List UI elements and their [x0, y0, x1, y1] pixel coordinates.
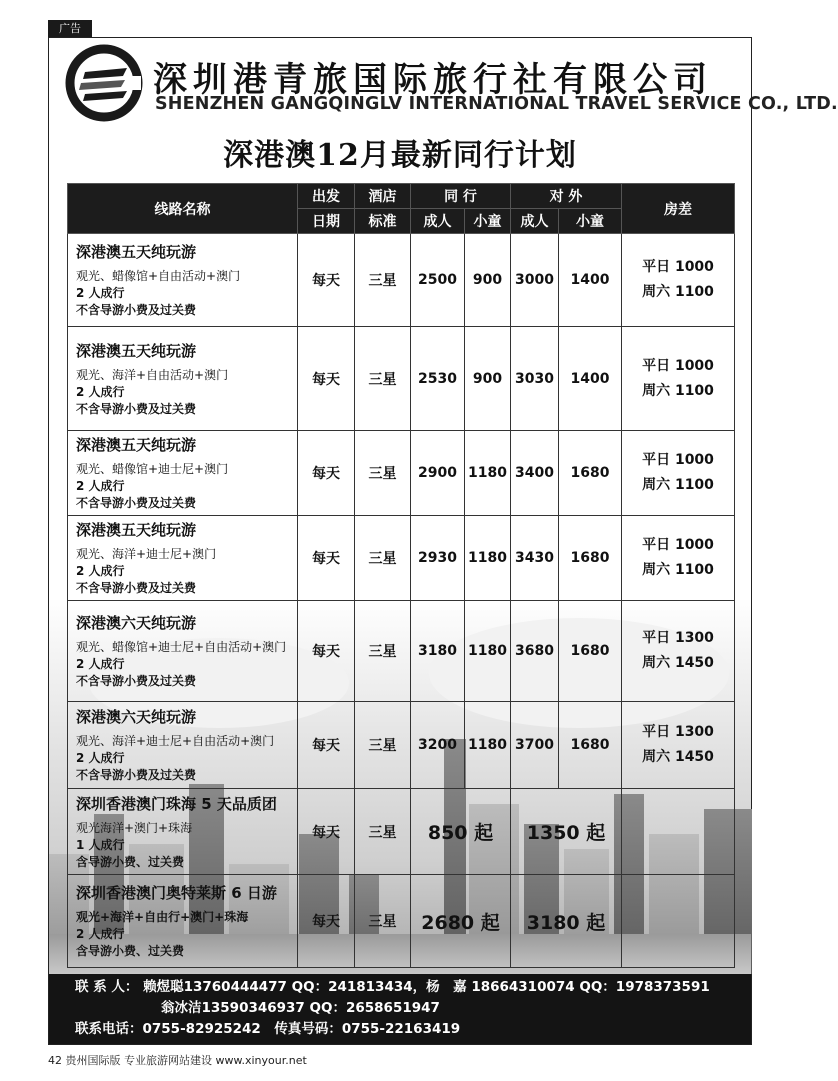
- depart-cell: 每天: [298, 789, 355, 875]
- table-row: [68, 516, 735, 601]
- peer-child-price: 1180: [465, 702, 511, 789]
- depart-cell: 每天: [298, 234, 355, 327]
- weekday-diff: 平日 1000: [642, 259, 714, 275]
- route-name: 深港澳六天纯玩游: [76, 614, 197, 632]
- public-child-price: 1680: [559, 601, 622, 702]
- header-hotel-standard: 标准: [355, 209, 411, 234]
- public-adult-price: 3000: [511, 234, 559, 327]
- table-row: [68, 234, 735, 327]
- weekday-diff: 平日 1300: [642, 724, 714, 740]
- room-diff-cell: [622, 601, 735, 702]
- plan-table: [67, 183, 735, 968]
- header-peer-child: 小童: [465, 209, 511, 234]
- ad-frame: [48, 37, 838, 1045]
- route-cell: [68, 234, 298, 327]
- peer-child-price: 900: [465, 234, 511, 327]
- route-desc: 观光、海洋+迪士尼+自由活动+澳门: [76, 734, 275, 748]
- saturday-diff: 周六 1100: [642, 562, 714, 578]
- peer-price: 2680 起: [411, 875, 511, 968]
- peer-child-price: 900: [465, 327, 511, 431]
- table-row: [68, 702, 735, 789]
- route-note: 不含导游小费及过关费: [76, 581, 197, 595]
- route-cell: [68, 702, 298, 789]
- header-public-adult: 成人: [511, 209, 559, 234]
- weekday-diff: 平日 1000: [642, 452, 714, 468]
- route-desc: 观光、蜡像馆+迪士尼+自由活动+澳门: [76, 640, 287, 654]
- hotel-cell: 三星: [355, 327, 411, 431]
- header-peer-adult: 成人: [411, 209, 465, 234]
- public-adult-price: 3430: [511, 516, 559, 601]
- route-note: 含导游小费、过关费: [76, 944, 185, 958]
- route-desc: 观光、海洋+迪士尼+澳门: [76, 547, 217, 561]
- peer-adult-price: 2930: [411, 516, 465, 601]
- company-chinese-name: 深圳港青旅国际旅行社有限公司: [153, 60, 713, 100]
- route-group-size: 2 人成行: [76, 286, 125, 300]
- route-group-size: 2 人成行: [76, 751, 125, 765]
- depart-cell: 每天: [298, 601, 355, 702]
- peer-adult-price: 3180: [411, 601, 465, 702]
- route-name: 深圳香港澳门珠海 5 天品质团: [76, 794, 277, 813]
- peer-adult-price: 3200: [411, 702, 465, 789]
- room-diff-cell: [622, 431, 735, 516]
- route-group-size: 2 人成行: [76, 479, 125, 493]
- route-cell: [68, 875, 298, 968]
- depart-cell: 每天: [298, 327, 355, 431]
- header-hotel: 酒店: [355, 184, 411, 209]
- header-public-child: 小童: [559, 209, 622, 234]
- room-diff-cell: [622, 789, 735, 875]
- route-group-size: 1 人成行: [76, 837, 125, 852]
- contact-line-3: 联系电话：0755-82925242 传真号码：0755-22163419: [75, 1021, 461, 1037]
- depart-cell: 每天: [298, 431, 355, 516]
- peer-adult-price: 2900: [411, 431, 465, 516]
- route-desc: 观光海洋+澳门+珠海: [76, 820, 193, 835]
- route-cell: [68, 516, 298, 601]
- public-price: 3180 起: [511, 875, 622, 968]
- hotel-cell: 三星: [355, 702, 411, 789]
- weekday-diff: 平日 1300: [642, 630, 714, 646]
- public-child-price: 1680: [559, 431, 622, 516]
- plan-title: 深港澳12月最新同行计划: [223, 138, 577, 173]
- depart-cell: 每天: [298, 516, 355, 601]
- room-diff-cell: [622, 516, 735, 601]
- hotel-cell: 三星: [355, 234, 411, 327]
- hotel-cell: 三星: [355, 789, 411, 875]
- room-diff-cell: [622, 234, 735, 327]
- route-note: 不含导游小费及过关费: [76, 401, 197, 416]
- header-depart: 出发: [298, 184, 355, 209]
- peer-child-price: 1180: [465, 601, 511, 702]
- public-price: 1350 起: [511, 789, 622, 875]
- table-row: [68, 875, 735, 968]
- public-child-price: 1680: [559, 516, 622, 601]
- route-note: 不含导游小费及过关费: [76, 303, 197, 317]
- saturday-diff: 周六 1450: [642, 749, 714, 765]
- room-diff-cell: [622, 327, 735, 431]
- hotel-cell: 三星: [355, 601, 411, 702]
- public-child-price: 1400: [559, 327, 622, 431]
- route-name: 深港澳六天纯玩游: [76, 708, 197, 726]
- route-desc: 观光、蜡像馆+自由活动+澳门: [76, 269, 241, 283]
- route-note: 含导游小费、过关费: [76, 854, 185, 869]
- saturday-diff: 周六 1100: [642, 284, 714, 300]
- room-diff-cell: [622, 702, 735, 789]
- header-peer: 同 行: [411, 184, 511, 209]
- room-diff-cell: [622, 875, 735, 968]
- route-cell: [68, 327, 298, 431]
- public-adult-price: 3700: [511, 702, 559, 789]
- hotel-cell: 三星: [355, 431, 411, 516]
- route-group-size: 2 人成行: [76, 927, 125, 941]
- route-name: 深港澳五天纯玩游: [76, 521, 197, 539]
- table-row: [68, 327, 735, 431]
- route-cell: [68, 789, 298, 875]
- peer-adult-price: 2530: [411, 327, 465, 431]
- route-desc: 观光、海洋+自由活动+澳门: [76, 367, 229, 382]
- public-adult-price: 3680: [511, 601, 559, 702]
- header-room-diff: 房差: [622, 184, 735, 234]
- table-row: [68, 789, 735, 875]
- route-cell: [68, 601, 298, 702]
- depart-cell: 每天: [298, 875, 355, 968]
- route-note: 不含导游小费及过关费: [76, 674, 197, 688]
- depart-cell: 每天: [298, 702, 355, 789]
- route-group-size: 2 人成行: [76, 384, 125, 399]
- peer-adult-price: 2500: [411, 234, 465, 327]
- table-row: [68, 431, 735, 516]
- page-footer: 42 贵州国际版 专业旅游网站建设 www.xinyour.net: [48, 1054, 307, 1067]
- saturday-diff: 周六 1100: [642, 477, 714, 493]
- route-name: 深圳香港澳门奥特莱斯 6 日游: [76, 884, 277, 902]
- peer-child-price: 1180: [465, 431, 511, 516]
- company-english-name: SHENZHEN GANGQINGLV INTERNATIONAL TRAVEL SERVICE CO., LTD.: [155, 94, 838, 114]
- peer-price: 850 起: [411, 789, 511, 875]
- header-depart-date: 日期: [298, 209, 355, 234]
- weekday-diff: 平日 1000: [642, 357, 714, 374]
- route-name: 深港澳五天纯玩游: [76, 243, 197, 261]
- hotel-cell: 三星: [355, 875, 411, 968]
- route-desc: 观光、蜡像馆+迪士尼+澳门: [76, 462, 229, 476]
- route-name: 深港澳五天纯玩游: [76, 436, 197, 454]
- route-group-size: 2 人成行: [76, 564, 125, 578]
- ad-label: 广告: [48, 20, 92, 37]
- public-child-price: 1400: [559, 234, 622, 327]
- header-route: 线路名称: [68, 184, 298, 234]
- public-child-price: 1680: [559, 702, 622, 789]
- weekday-diff: 平日 1000: [642, 537, 714, 553]
- header-public: 对 外: [511, 184, 622, 209]
- route-note: 不含导游小费及过关费: [76, 496, 197, 510]
- peer-child-price: 1180: [465, 516, 511, 601]
- route-desc: 观光+海洋+自由行+澳门+珠海: [76, 910, 249, 924]
- route-group-size: 2 人成行: [76, 657, 125, 671]
- public-adult-price: 3400: [511, 431, 559, 516]
- route-cell: [68, 431, 298, 516]
- contact-line-1: 联 系 人： 赖煜聪13760444477 QQ：241813434，杨 嘉 18664310074 QQ：1978373591: [75, 979, 710, 995]
- contact-footer: [49, 974, 751, 1044]
- route-name: 深港澳五天纯玩游: [76, 341, 197, 360]
- hotel-cell: 三星: [355, 516, 411, 601]
- route-note: 不含导游小费及过关费: [76, 768, 197, 782]
- public-adult-price: 3030: [511, 327, 559, 431]
- saturday-diff: 周六 1450: [642, 655, 714, 671]
- table-row: [68, 601, 735, 702]
- saturday-diff: 周六 1100: [642, 382, 714, 399]
- company-logo-icon: [67, 46, 141, 120]
- contact-line-2: 翁冰洁13590346937 QQ：2658651947: [161, 1000, 440, 1016]
